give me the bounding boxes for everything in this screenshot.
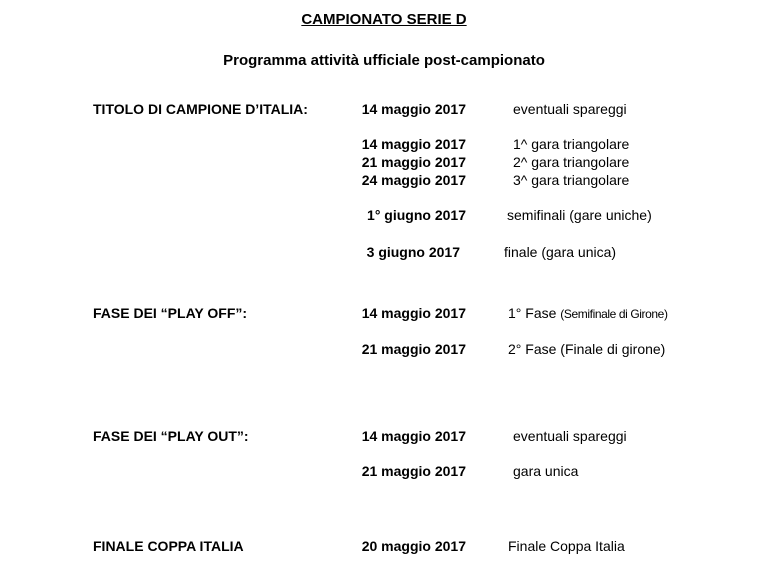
schedule-date: 14 maggio 2017 bbox=[361, 136, 466, 152]
schedule-description: Finale Coppa Italia bbox=[508, 538, 625, 554]
schedule-description: semifinali (gare uniche) bbox=[507, 207, 652, 223]
section-label-finale-coppa-italia: FINALE COPPA ITALIA bbox=[93, 538, 244, 554]
schedule-row bbox=[0, 172, 768, 190]
section-label-titolo-campione: TITOLO DI CAMPIONE D’ITALIA: bbox=[93, 101, 308, 117]
schedule-row bbox=[0, 538, 768, 556]
schedule-description: 2° Fase (Finale di girone) bbox=[508, 341, 666, 357]
schedule-description: eventuali spareggi bbox=[513, 428, 627, 444]
schedule-row bbox=[0, 428, 768, 446]
schedule-row bbox=[0, 305, 768, 323]
schedule-row bbox=[0, 244, 768, 262]
schedule-date: 14 maggio 2017 bbox=[361, 101, 466, 117]
schedule-date: 20 maggio 2017 bbox=[361, 538, 466, 554]
schedule-description: 1^ gara triangolare bbox=[513, 136, 630, 152]
schedule-row bbox=[0, 154, 768, 172]
schedule-description: 3^ gara triangolare bbox=[513, 172, 630, 188]
schedule-description: eventuali spareggi bbox=[513, 101, 627, 117]
schedule-date: 14 maggio 2017 bbox=[361, 428, 466, 444]
section-label-play-out: FASE DEI “PLAY OUT”: bbox=[93, 428, 249, 444]
schedule-date: 3 giugno 2017 bbox=[366, 244, 460, 260]
schedule-description-note: (Semifinale di Girone) bbox=[560, 307, 668, 321]
schedule-date: 21 maggio 2017 bbox=[361, 463, 466, 479]
schedule-description bbox=[508, 305, 668, 321]
schedule-row bbox=[0, 341, 768, 359]
schedule-row bbox=[0, 136, 768, 154]
schedule-date: 21 maggio 2017 bbox=[361, 341, 466, 357]
schedule-description: finale (gara unica) bbox=[504, 244, 617, 260]
schedule-row bbox=[0, 101, 768, 119]
schedule-date: 14 maggio 2017 bbox=[361, 305, 466, 321]
schedule-date: 24 maggio 2017 bbox=[361, 172, 466, 188]
document-title: CAMPIONATO SERIE D bbox=[301, 11, 467, 28]
schedule-row bbox=[0, 207, 768, 225]
section-label-play-off: FASE DEI “PLAY OFF”: bbox=[93, 305, 248, 321]
document-subtitle: Programma attività ufficiale post-campionato bbox=[223, 52, 545, 69]
schedule-date: 21 maggio 2017 bbox=[361, 154, 466, 170]
schedule-description: gara unica bbox=[513, 463, 579, 479]
schedule-description: 2^ gara triangolare bbox=[513, 154, 630, 170]
schedule-description-main: 1° Fase bbox=[508, 305, 561, 321]
schedule-row bbox=[0, 463, 768, 481]
schedule-date: 1° giugno 2017 bbox=[367, 207, 466, 223]
